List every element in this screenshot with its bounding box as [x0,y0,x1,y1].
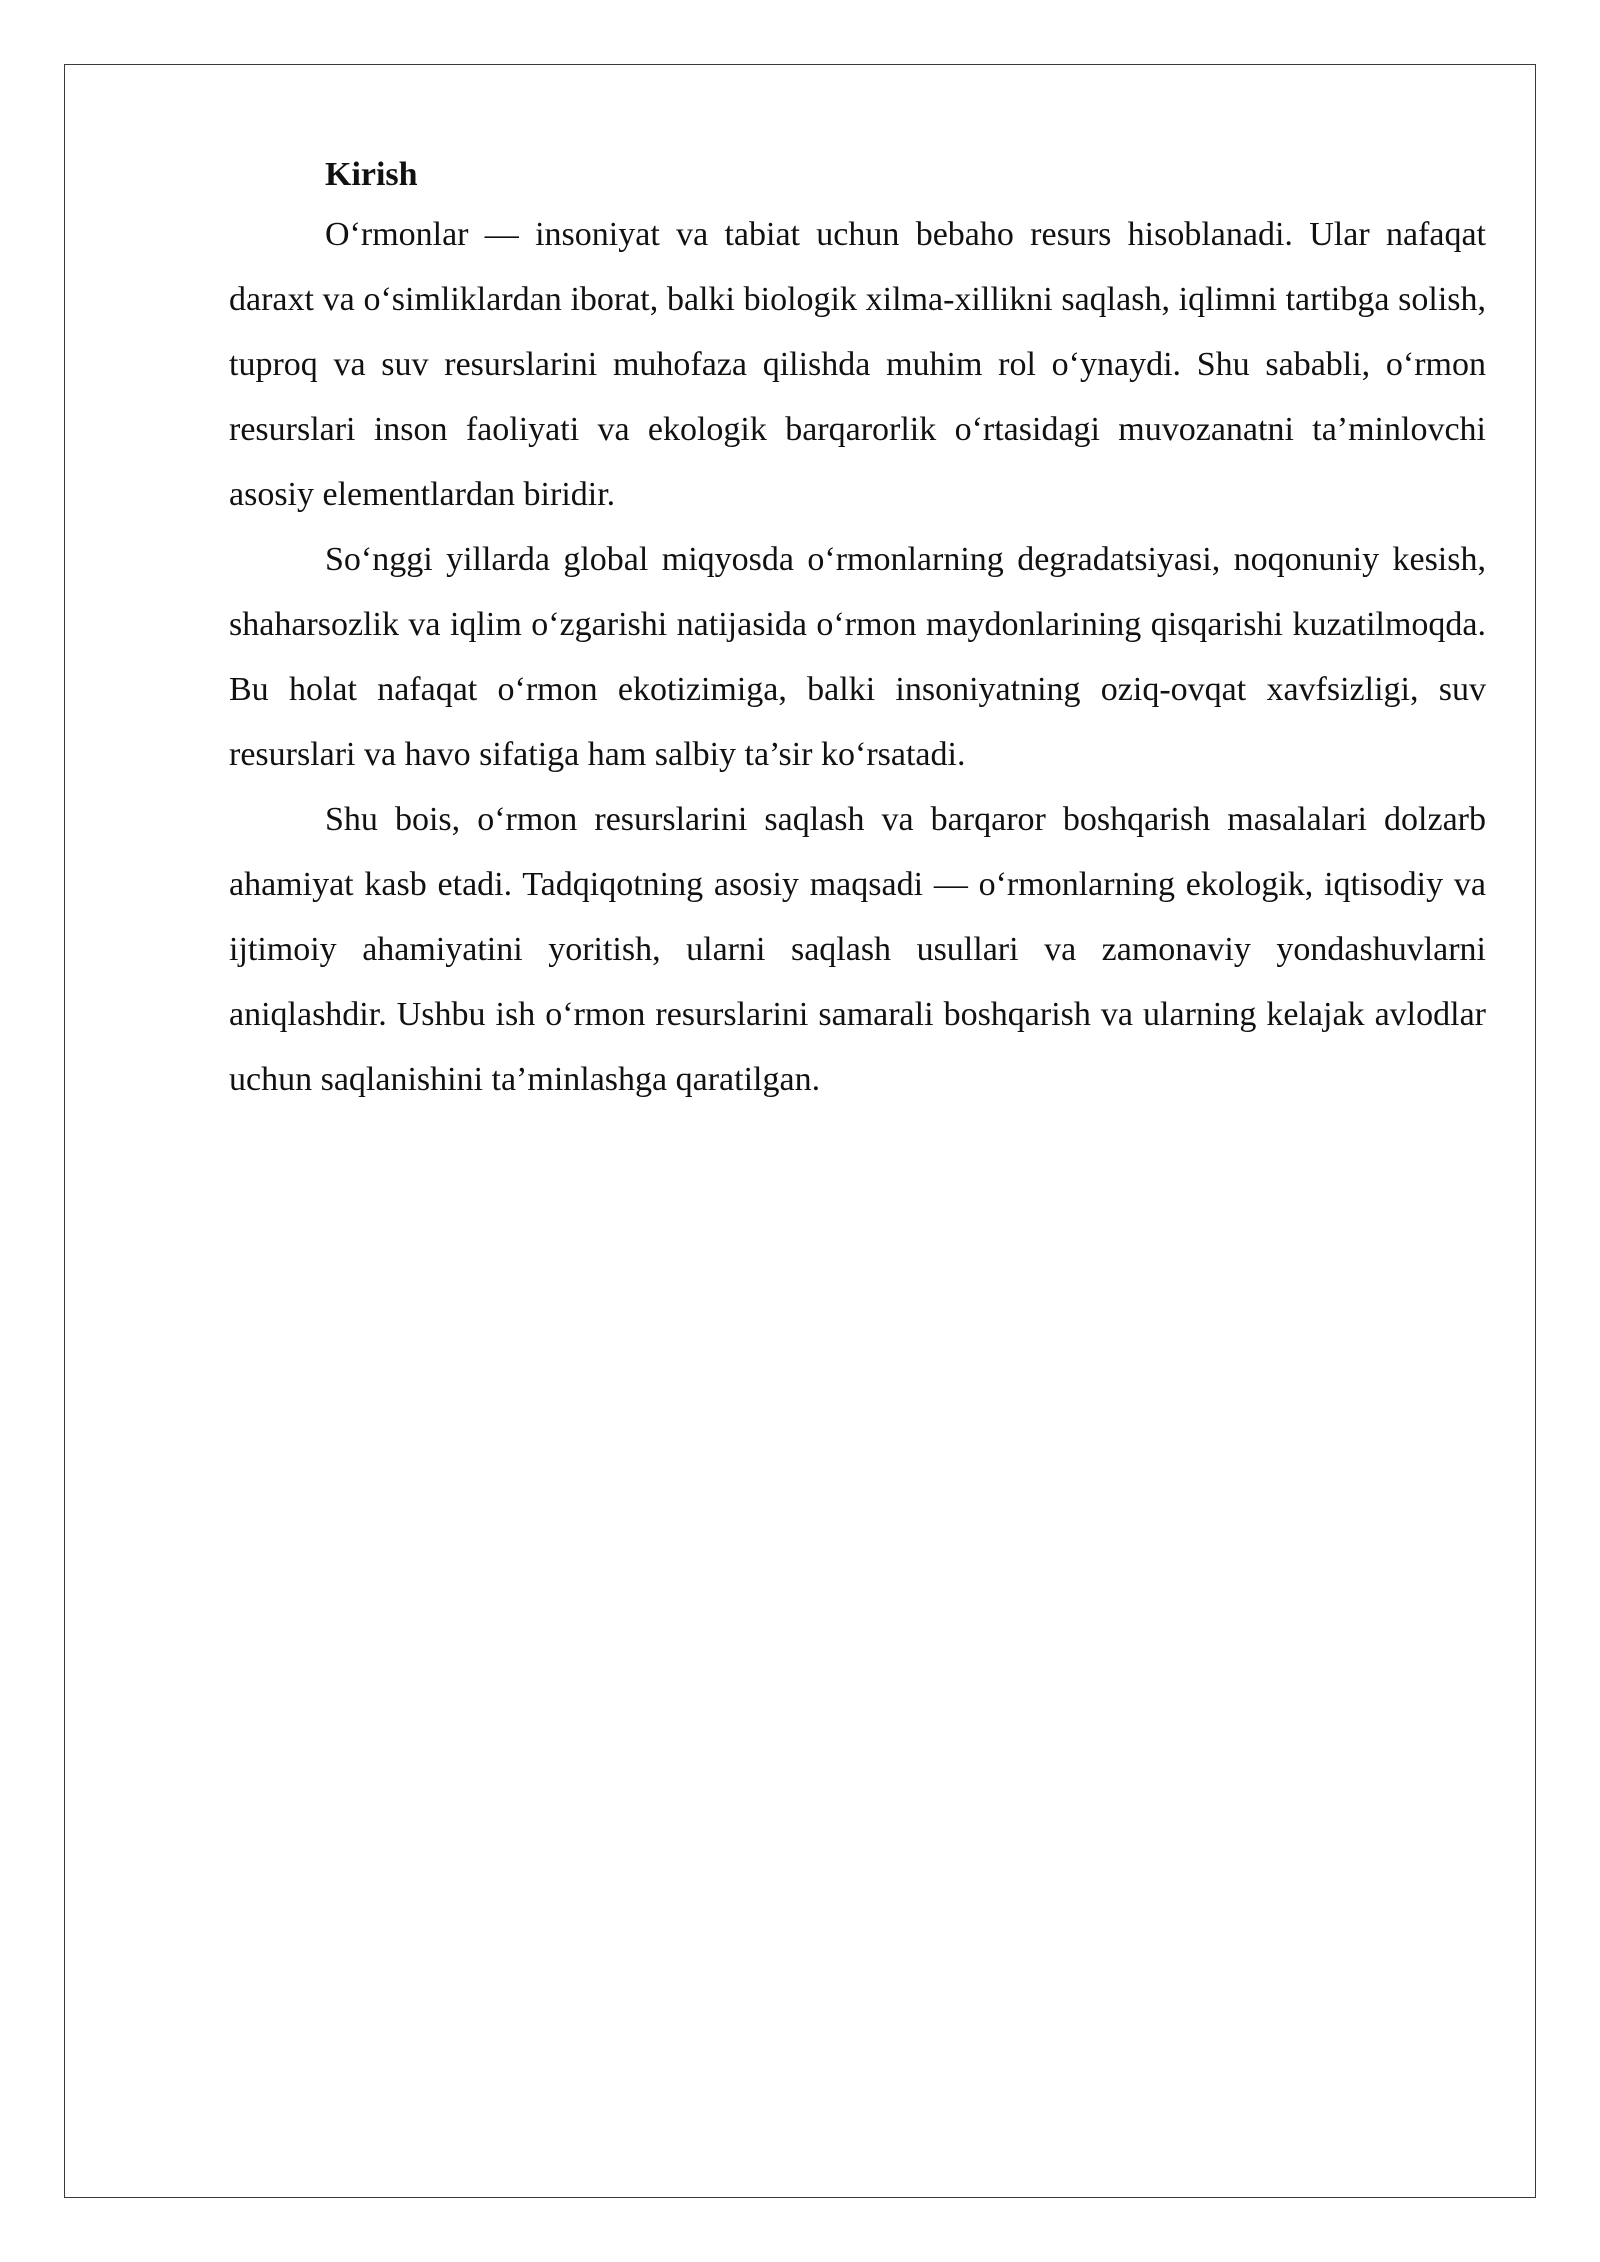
paragraph-3: Shu bois, o‘rmon resurslarini saqlash va barqaror boshqarish masalalari dolzarb ahamiyat kasb etadi. Tadqiqotning asosiy maqsadi — o‘rmonlarning ekologik, iqtisodiy va ijtimoiy ahamiyatini yoritish, ularni saqlash usullari va zamonaviy yondashuvlarni aniqlashdir. Ushbu ish o‘rmon resurslarini samarali boshqarish va ularning kelajak avlodlar uchun saqlanishini ta’minlashga qaratilgan. [229,801,1486,1098]
document-body [229,148,1486,1112]
paragraph-1: O‘rmonlar — insoniyat va tabiat uchun bebaho resurs hisoblanadi. Ular nafaqat daraxt va o‘simliklardan iborat, balki biologik xilma-xillikni saqlash, iqlimni tartibga solish, tuproq va suv resurslarini muhofaza qilishda muhim rol o‘ynaydi. Shu sababli, o‘rmon resurslari inson faoliyati va ekologik barqarorlik o‘rtasidagi muvozanatni ta’minlovchi asosiy elementlardan biridir. [229,216,1486,513]
paragraph-2: So‘nggi yillarda global miqyosda o‘rmonlarning degradatsiyasi, noqonuniy kesish, shaharsozlik va iqlim o‘zgarishi natijasida o‘rmon maydonlarining qisqarishi kuzatilmoqda. Bu holat nafaqat o‘rmon ekotizimiga, balki insoniyatning oziq-ovqat xavfsizligi, suv resurslari va havo sifatiga ham salbiy ta’sir ko‘rsatadi. [229,541,1486,773]
section-heading: Kirish [325,156,418,193]
